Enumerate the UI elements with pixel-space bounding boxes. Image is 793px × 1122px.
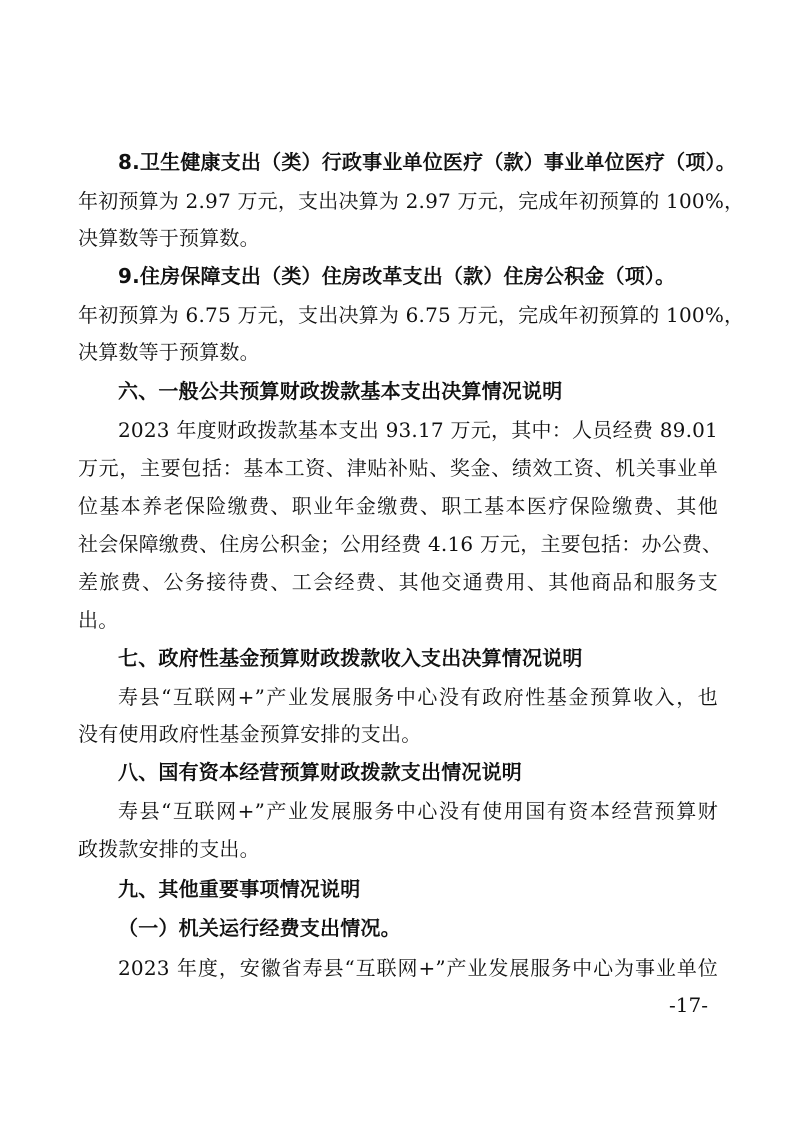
section-9b-heading: 九、其他重要事项情况说明 <box>118 877 361 901</box>
section-9b-subheading: （一）机关运行经费支出情况。 <box>118 916 401 940</box>
page-number: -17- <box>669 993 708 1017</box>
section-6-text-line-3: 位基本养老保险缴费、职业年金缴费、职工基本医疗保险缴费、其他 <box>78 494 718 518</box>
section-9b-text-line-1: 2023 年度，安徽省寿县“互联网+”产业发展服务中心为事业单位 <box>118 956 718 980</box>
section-8b-text-line-2: 政拨款安排的支出。 <box>78 837 260 861</box>
section-6-text-line-5: 差旅费、公务接待费、工会经费、其他交通费用、其他商品和服务支 <box>78 570 718 594</box>
section-7-text-line-1: 寿县“互联网+”产业发展服务中心没有政府性基金预算收入，也 <box>118 685 718 709</box>
section-7-text-line-2: 没有使用政府性基金预算安排的支出。 <box>78 722 422 746</box>
section-8b-heading: 八、国有资本经营预算财政拨款支出情况说明 <box>118 760 522 784</box>
section-6-text-line-2: 万元，主要包括：基本工资、津贴补贴、奖金、绩效工资、机关事业单 <box>78 456 718 480</box>
section-6-heading: 六、一般公共预算财政拨款基本支出决算情况说明 <box>118 379 563 403</box>
section-9-text-line-1: 年初预算为 6.75 万元，支出决算为 6.75 万元，完成年初预算的 100%， <box>78 303 745 327</box>
section-6-text-line-1: 2023 年度财政拨款基本支出 93.17 万元，其中：人员经费 89.01 <box>118 418 718 442</box>
section-8-heading: 8.卫生健康支出（类）行政事业单位医疗（款）事业单位医疗（项）。 <box>118 150 736 174</box>
section-8-text-line-2: 决算数等于预算数。 <box>78 226 260 250</box>
section-8-text-line-1: 年初预算为 2.97 万元，支出决算为 2.97 万元，完成年初预算的 100%， <box>78 189 745 213</box>
section-6-text-line-4: 社会保障缴费、住房公积金；公用经费 4.16 万元，主要包括：办公费、 <box>78 532 723 556</box>
section-9-text-line-2: 决算数等于预算数。 <box>78 340 260 364</box>
section-9-heading: 9.住房保障支出（类）住房改革支出（款）住房公积金（项）。 <box>118 264 676 288</box>
section-8b-text-line-1: 寿县“互联网+”产业发展服务中心没有使用国有资本经营预算财 <box>118 799 718 823</box>
section-7-heading: 七、政府性基金预算财政拨款收入支出决算情况说明 <box>118 646 583 670</box>
section-6-text-line-6: 出。 <box>78 608 119 632</box>
